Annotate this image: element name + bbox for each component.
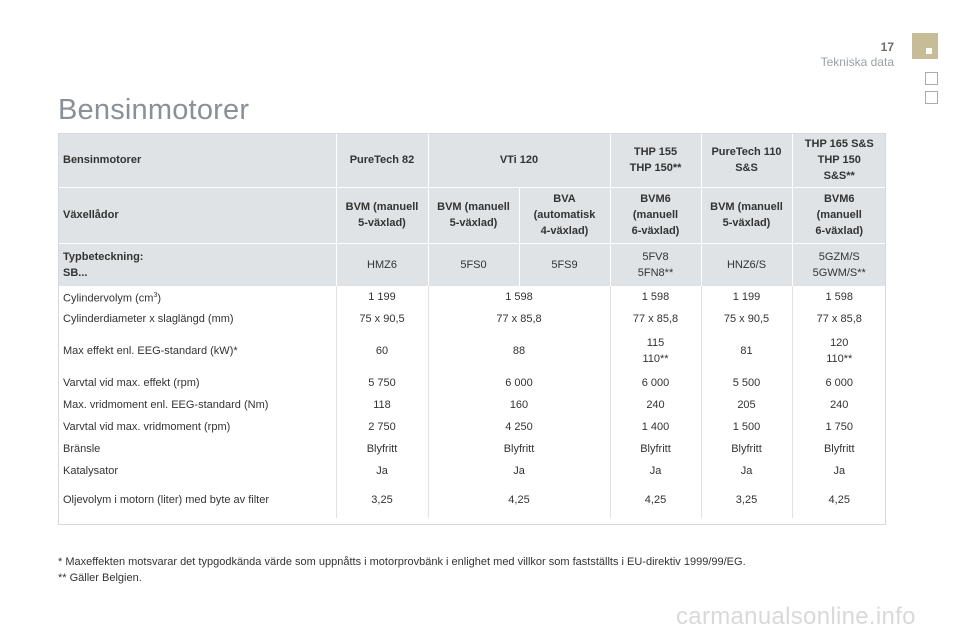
table-cell: 81 [701, 330, 792, 372]
row-label: Max. vridmoment enl. EEG-standard (Nm) [58, 394, 336, 416]
table-cell: Ja [610, 460, 701, 482]
section-title: Tekniska data [820, 55, 894, 69]
section-tab-empty-2[interactable] [925, 91, 938, 104]
table-cell: 5 500 [701, 372, 792, 394]
table-row [58, 286, 886, 308]
table-cell: BVA (automatisk 4-växlad) [519, 187, 610, 243]
table-cell: 60 [336, 330, 428, 372]
table-header-row [58, 133, 886, 187]
header-cell: THP 165 S&S THP 150 S&S** [792, 133, 886, 187]
table-cell: 3,25 [336, 482, 428, 518]
table-cell: 75 x 90,5 [701, 308, 792, 330]
table-cell: 5FS0 [428, 243, 519, 286]
header-cell: VTi 120 [428, 133, 610, 187]
table-cell: 77 x 85,8 [428, 308, 610, 330]
table-cell: 1 598 [428, 286, 610, 308]
page-title: Bensinmotorer [58, 94, 250, 126]
table-row [58, 438, 886, 460]
tab-marker-icon [926, 48, 932, 54]
header-cell: PureTech 110 S&S [701, 133, 792, 187]
row-label: Varvtal vid max. effekt (rpm) [58, 372, 336, 394]
table-row [58, 372, 886, 394]
table-row [58, 460, 886, 482]
table-cell: 5FV8 5FN8** [610, 243, 701, 286]
row-label: Cylinderdiameter x slaglängd (mm) [58, 308, 336, 330]
type-row [58, 243, 886, 286]
footnote: ** Gäller Belgien. [58, 572, 142, 584]
table-cell: BVM6 (manuell 6-växlad) [792, 187, 886, 243]
table-cell: HNZ6/S [701, 243, 792, 286]
table-cell: 6 000 [610, 372, 701, 394]
table-cell: 205 [701, 394, 792, 416]
table-cell: Ja [336, 460, 428, 482]
table-row [58, 482, 886, 518]
table-cell: Blyfritt [428, 438, 610, 460]
table-cell: BVM6 (manuell 6-växlad) [610, 187, 701, 243]
table-cell: 4,25 [610, 482, 701, 518]
table-cell: 5FS9 [519, 243, 610, 286]
table-cell: 5GZM/S 5GWM/S** [792, 243, 886, 286]
table-cell: 1 199 [701, 286, 792, 308]
table-cell: Ja [428, 460, 610, 482]
table-cell: 115 110** [610, 330, 701, 372]
table-cell: 120 110** [792, 330, 886, 372]
row-label: Cylindervolym $(cm^3)$ [58, 286, 336, 308]
section-tab-empty-1[interactable] [925, 72, 938, 85]
table-cell: 6 000 [792, 372, 886, 394]
row-label: Bränsle [58, 438, 336, 460]
row-label: Max effekt enl. EEG-standard (kW)* [58, 330, 336, 372]
engine-spec-table [58, 133, 886, 518]
section-tab-active[interactable] [912, 33, 938, 59]
watermark: carmanualsonline.info [676, 603, 916, 630]
row-label: Oljevolym i motorn (liter) med byte av filter [58, 482, 336, 518]
gearbox-row [58, 187, 886, 243]
header-cell: PureTech 82 [336, 133, 428, 187]
table-cell: 240 [792, 394, 886, 416]
header-cell: THP 155 THP 150** [610, 133, 701, 187]
table-cell: 88 [428, 330, 610, 372]
header-cell: Bensinmotorer [58, 133, 336, 187]
table-cell: 75 x 90,5 [336, 308, 428, 330]
table-cell: 118 [336, 394, 428, 416]
table-cell: Ja [701, 460, 792, 482]
table-cell: 1 598 [792, 286, 886, 308]
table-cell: 4,25 [428, 482, 610, 518]
table-cell: Ja [792, 460, 886, 482]
table-cell: 1 500 [701, 416, 792, 438]
table-cell: 6 000 [428, 372, 610, 394]
table-cell: 77 x 85,8 [610, 308, 701, 330]
table-row [58, 394, 886, 416]
row-label: Varvtal vid max. vridmoment (rpm) [58, 416, 336, 438]
table-cell: 160 [428, 394, 610, 416]
table-row [58, 330, 886, 372]
table-cell: 2 750 [336, 416, 428, 438]
table-cell: Blyfritt [792, 438, 886, 460]
table-cell: 3,25 [701, 482, 792, 518]
page-number: 17 [880, 40, 894, 54]
table-cell: 77 x 85,8 [792, 308, 886, 330]
table-cell: 1 750 [792, 416, 886, 438]
table-cell: 1 199 [336, 286, 428, 308]
table-cell: 5 750 [336, 372, 428, 394]
table-cell: BVM (manuell 5-växlad) [701, 187, 792, 243]
table-cell: HMZ6 [336, 243, 428, 286]
footnote: * Maxeffekten motsvarar det typgodkända värde som uppnåtts i motorprovbänk i enlighet med villkor som fastställts i EU-direktiv 1999/99/EG. [58, 556, 746, 568]
table-cell: 4 250 [428, 416, 610, 438]
table-row [58, 308, 886, 330]
row-label: Växellådor [58, 187, 336, 243]
row-label: Typbeteckning: SB... [58, 243, 336, 286]
table-cell: Blyfritt [336, 438, 428, 460]
table-cell: 1 598 [610, 286, 701, 308]
table-cell: 240 [610, 394, 701, 416]
table-cell: Blyfritt [701, 438, 792, 460]
table-cell: 4,25 [792, 482, 886, 518]
table-cell: Blyfritt [610, 438, 701, 460]
table-cell: BVM (manuell 5-växlad) [336, 187, 428, 243]
table-cell: BVM (manuell 5-växlad) [428, 187, 519, 243]
table-row [58, 416, 886, 438]
row-label: Katalysator [58, 460, 336, 482]
table-cell: 1 400 [610, 416, 701, 438]
